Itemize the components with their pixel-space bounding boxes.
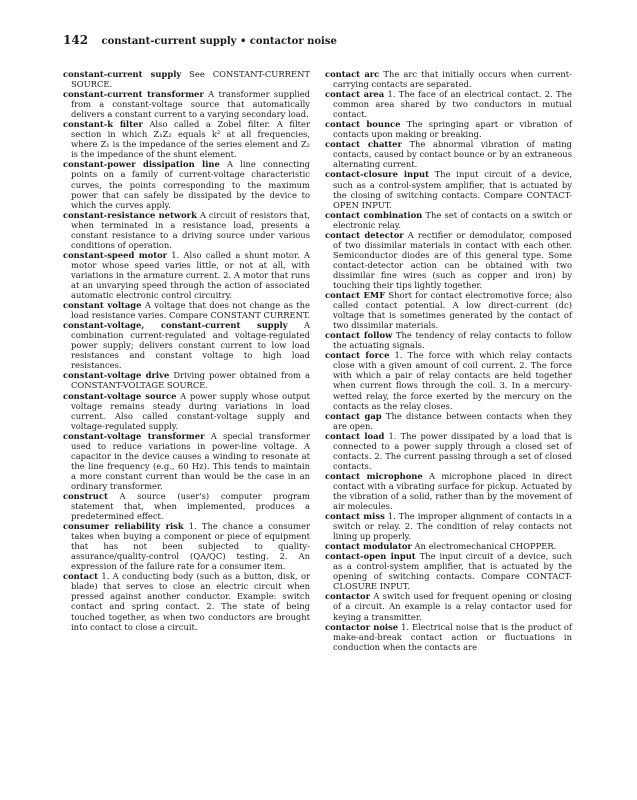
dictionary-entry xyxy=(325,541,572,551)
dictionary-entry xyxy=(63,521,310,571)
dictionary-entry xyxy=(325,622,572,652)
dictionary-entry xyxy=(325,350,572,410)
entry-term: constant-voltage transformer xyxy=(63,430,205,441)
entry-term: consumer reliability risk xyxy=(63,521,184,532)
entry-term: contact load xyxy=(325,430,385,441)
entry-term: contact detector xyxy=(325,229,404,240)
entry-definition: 1. Also called a shunt motor. A motor whose speed varies little, or not at all, with variations in the armature current. 2. A motor that runs at an unvarying speed through the action of associated automatic electronic control circuitry. xyxy=(71,249,310,301)
entry-definition: A combination current-regulated and voltage-regulated power supply; delivers constant current to low load resistances and constant voltage to high load resistances. xyxy=(71,320,310,371)
entry-term: contact bounce xyxy=(325,119,401,130)
page-header xyxy=(63,33,575,47)
dictionary-entry xyxy=(63,491,310,521)
entry-definition: A line connecting points on a family of current-voltage characteristic curves, the points corresponding to the maximum power that can safely be dissipated by the device to which the curves apply. xyxy=(71,159,310,210)
right-column xyxy=(325,69,572,652)
entry-term: constant-voltage, constant-current supply xyxy=(63,320,288,331)
dictionary-entry xyxy=(325,119,572,139)
entry-definition: 1. The chance a consumer takes when buying a component or piece of equipment that has not been subjected to quality-assurance/quality-control (QA/QC) testing. 2. An expression of the failure rate for a consumer item. xyxy=(71,521,310,572)
entry-definition: A special transformer used to reduce variations in power-line voltage. A capacitor in the device causes a winding to resonate at the line frequency (e.g., 60 Hz). This tends to maintain a more constant current than would be the case in an ordinary transformer. xyxy=(71,430,310,491)
entry-term: contactor xyxy=(325,591,371,602)
dictionary-entry xyxy=(325,511,572,541)
entry-term: contact modulator xyxy=(325,541,412,552)
entry-definition: A source (user's) computer program statement that, when implemented, produces a predetermined effect. xyxy=(71,490,310,522)
dictionary-entry xyxy=(325,169,572,209)
dictionary-entry xyxy=(325,330,572,350)
dictionary-entry xyxy=(325,210,572,230)
entry-definition: An electromechanical CHOPPER. xyxy=(414,541,557,552)
entry-term: constant-voltage drive xyxy=(63,370,170,381)
entry-term: constant-current supply xyxy=(63,69,182,79)
entry-definition: The input circuit of a device, such as a control-system amplifier, that is actuated by the closing of switching contacts. Compare CONTACT-OPEN INPUT. xyxy=(333,169,572,210)
dictionary-entry xyxy=(63,571,310,631)
entry-term: contact-open input xyxy=(325,551,416,562)
entry-definition: A microphone placed in direct contact with a vibrating surface for pickup. Actuated by the vibration of a solid, rather than by the movement of air molecules. xyxy=(333,470,573,512)
dictionary-entry xyxy=(63,391,310,431)
dictionary-entry xyxy=(325,551,572,591)
entry-term: contact area xyxy=(325,89,385,100)
dictionary-entry xyxy=(63,250,310,300)
entry-term: contact follow xyxy=(325,330,393,341)
entry-definition: See CONSTANT-CURRENT SOURCE. xyxy=(71,69,310,90)
entry-definition: The arc that initially occurs when current-carrying contacts are separated. xyxy=(333,69,572,90)
entry-term: constant-power dissipation line xyxy=(63,159,220,170)
entry-term: constant-resistance network xyxy=(63,209,197,220)
dictionary-entry xyxy=(63,210,310,250)
dictionary-entry xyxy=(63,89,310,119)
entry-term: constant-current transformer xyxy=(63,89,204,100)
entry-term: contact arc xyxy=(325,69,380,79)
entry-definition: A voltage that does not change as the load resistance varies. Compare CONSTANT CURRENT. xyxy=(71,300,311,321)
dictionary-entry xyxy=(63,300,310,320)
entry-definition: The set of contacts on a switch or electronic relay. xyxy=(333,209,572,230)
page-number: 142 xyxy=(63,33,89,47)
entry-term: constant-voltage source xyxy=(63,390,177,401)
entry-term: contact-closure input xyxy=(325,169,429,180)
entry-term: constant-k filter xyxy=(63,119,143,130)
running-head: constant-current supply • contactor noise xyxy=(101,36,337,47)
entry-definition: 1. A conducting body (such as a button, disk, or blade) that serves to close an electric circuit when pressed against another conductor. Example: switch contact and spring contact. 2. The state of being touched together, as when two conductors are brought into contact to close a circuit. xyxy=(71,571,310,632)
entry-definition: 1. The force with which relay contacts close with a given amount of coil current. 2. The force with which a pair of relay contacts are held together when current flows through the coil. 3. In a mercury-wetted relay, the force exerted by the mercury on the contacts as the relay closes. xyxy=(333,350,572,411)
entry-term: contact EMF xyxy=(325,290,386,301)
entry-definition: The tendency of relay contacts to follow the actuating signals. xyxy=(333,330,572,351)
dictionary-entry xyxy=(325,290,572,330)
dictionary-entry xyxy=(325,591,572,621)
entry-definition: A transformer supplied from a constant-voltage source that automatically delivers a constant current to a varying secondary load. xyxy=(71,89,311,120)
entry-term: contact chatter xyxy=(325,139,402,150)
entry-term: contact force xyxy=(325,350,390,361)
dictionary-entry xyxy=(325,230,572,290)
entry-definition: The springing apart or vibration of contacts upon making or breaking. xyxy=(333,119,572,140)
entry-definition: A switch used for frequent opening or closing of a circuit. An example is a relay contactor used for keying a transmitter. xyxy=(333,591,572,622)
entry-definition: 1. The power dissipated by a load that is connected to a power supply through a closed set of contacts. 2. The current passing through a set of closed contacts. xyxy=(333,430,572,471)
dictionary-entry xyxy=(325,69,572,89)
entry-term: construct xyxy=(63,490,108,501)
entry-definition: The input circuit of a device, such as a control-system amplifier, that is actuated by the opening of switching contacts. Compare CONTACT-CLOSURE INPUT. xyxy=(333,551,572,592)
entry-definition: The distance between contacts when they are open. xyxy=(333,410,572,431)
entry-definition: A power supply whose output voltage remains steady during variations in load current. Also called constant-voltage supply and voltage-regulated supply. xyxy=(71,390,310,431)
entry-definition: A circuit of resistors that, when terminated in a resistance load, presents a constant resistance to a driving source under various conditions of operation. xyxy=(71,209,310,250)
dictionary-entry xyxy=(63,119,310,159)
entry-definition: 1. Electrical noise that is the product of make-and-break contact action or fluctuations in conduction when the contacts are xyxy=(333,621,572,652)
entry-definition: A rectifier or demodulator, composed of two dissimilar materials in contact with each other. Semiconductor diodes are of this general type. Some contact-detector action can be obtained with two dissimilar fine wires (such as copper and iron) by touching their tips lightly together. xyxy=(333,229,572,290)
dictionary-entry xyxy=(63,69,310,89)
entry-term: constant voltage xyxy=(63,300,142,311)
entry-definition: Also called a Zobel filter. A filter section in which Z₁Z₂ equals k² at all frequencies, where Z₁ is the impedance of the series element and Z₂ is the impedance of the shunt element. xyxy=(71,119,310,160)
dictionary-entry xyxy=(63,370,310,390)
entry-definition: Driving power obtained from a CONSTANT-VOLTAGE SOURCE. xyxy=(71,370,310,391)
entry-definition: 1. The improper alignment of contacts in a switch or relay. 2. The condition of relay contacts not lining up properly. xyxy=(333,511,572,542)
entry-term: contact miss xyxy=(325,511,385,522)
dictionary-entry xyxy=(63,320,310,370)
entry-term: contact microphone xyxy=(325,470,423,481)
entry-definition: The abnormal vibration of mating contacts, caused by contact bounce or by an extraneous alternating current. xyxy=(333,139,572,170)
entry-term: constant-speed motor xyxy=(63,249,168,260)
entry-definition: Short for contact electromotive force; also called contact potential. A low direct-current (dc) voltage that is sometimes generated by the contact of two dissimilar materials. xyxy=(333,290,572,331)
dictionary-entry xyxy=(63,159,310,209)
dictionary-entry xyxy=(325,431,572,471)
dictionary-entry xyxy=(63,431,310,491)
entry-term: contactor noise xyxy=(325,621,399,632)
dictionary-entry xyxy=(325,471,572,511)
dictionary-entry xyxy=(325,411,572,431)
entry-term: contact combination xyxy=(325,209,423,220)
entry-term: contact gap xyxy=(325,410,382,421)
dictionary-entry xyxy=(325,139,572,169)
left-column xyxy=(63,69,310,632)
entry-definition: 1. The face of an electrical contact. 2. The common area shared by two conductors in mutual contact. xyxy=(333,89,572,120)
dictionary-entry xyxy=(325,89,572,119)
entry-term: contact xyxy=(63,571,99,582)
